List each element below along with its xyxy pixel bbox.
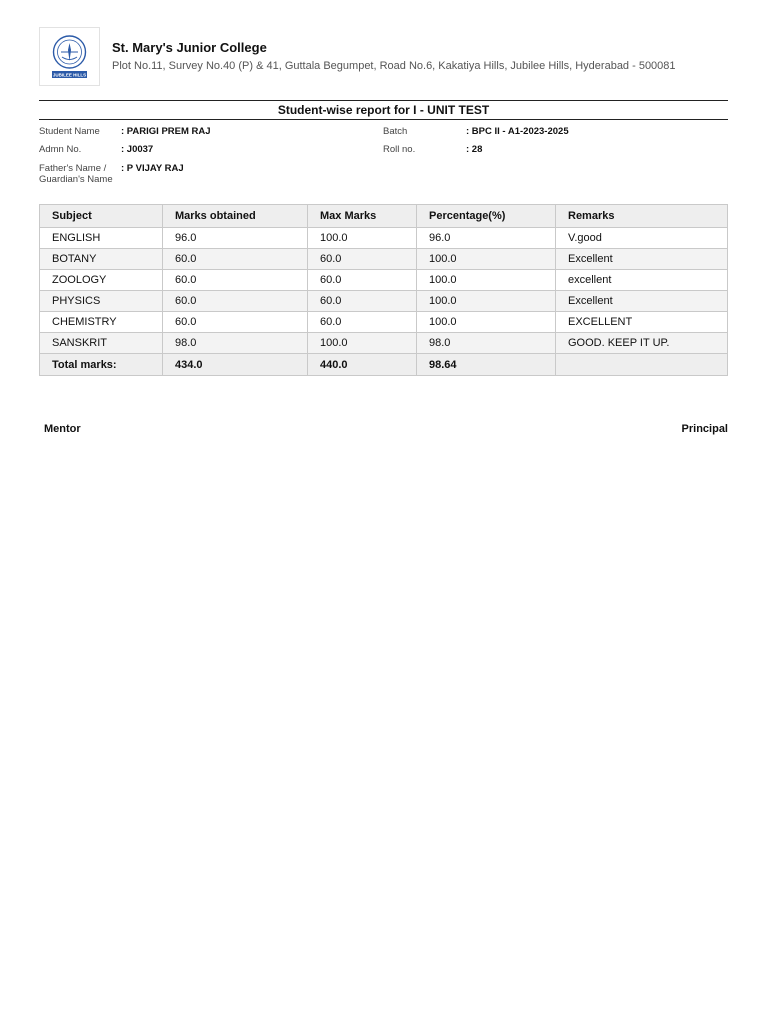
cell-marks: 60.0: [163, 270, 308, 291]
admn-label: Admn No.: [39, 144, 82, 155]
cell-subject: ZOOLOGY: [40, 270, 163, 291]
total-marks-obtained: 434.0: [163, 354, 308, 376]
cell-subject: BOTANY: [40, 249, 163, 270]
table-row: [40, 249, 728, 270]
cell-remarks: excellent: [556, 270, 728, 291]
student-name-value: : PARIGI PREM RAJ: [121, 126, 211, 137]
total-label: Total marks:: [40, 354, 163, 376]
cell-subject: ENGLISH: [40, 228, 163, 249]
batch-value: : BPC II - A1-2023-2025: [466, 126, 569, 137]
college-address: Plot No.11, Survey No.40 (P) & 41, Guttala Begumpet, Road No.6, Kakatiya Hills, Jubilee Hills, Hyderabad - 500081: [112, 60, 676, 72]
total-max-marks: 440.0: [308, 354, 417, 376]
admn-value: : J0037: [121, 144, 154, 155]
father-label: Father's Name / Guardian's Name: [39, 163, 113, 185]
roll-value: : 28: [466, 144, 483, 155]
header-remarks: Remarks: [556, 205, 728, 228]
father-value: : P VIJAY RAJ: [121, 163, 184, 174]
table-row: [40, 291, 728, 312]
mentor-signature-label: Mentor: [44, 423, 81, 435]
college-logo: [39, 27, 100, 86]
logo-caption: JUBILEE HILLS: [52, 72, 87, 78]
cell-max: 100.0: [308, 228, 417, 249]
header-percentage: Percentage(%): [417, 205, 556, 228]
cell-remarks: EXCELLENT: [556, 312, 728, 333]
report-title: Student-wise report for I - UNIT TEST: [39, 100, 728, 120]
cell-percentage: 100.0: [417, 249, 556, 270]
cell-percentage: 100.0: [417, 291, 556, 312]
cell-subject: CHEMISTRY: [40, 312, 163, 333]
total-percentage: 98.64: [417, 354, 556, 376]
cell-remarks: Excellent: [556, 249, 728, 270]
header-max-marks: Max Marks: [308, 205, 417, 228]
cell-subject: SANSKRIT: [40, 333, 163, 354]
cell-remarks: Excellent: [556, 291, 728, 312]
cell-remarks: V.good: [556, 228, 728, 249]
roll-label: Roll no.: [383, 144, 416, 155]
cell-marks: 60.0: [163, 291, 308, 312]
cell-marks: 60.0: [163, 249, 308, 270]
cell-max: 60.0: [308, 312, 417, 333]
cell-subject: PHYSICS: [40, 291, 163, 312]
cell-marks: 98.0: [163, 333, 308, 354]
marks-table: [39, 204, 728, 376]
total-row: [40, 354, 728, 376]
cell-percentage: 98.0: [417, 333, 556, 354]
student-name-label: Student Name: [39, 126, 100, 137]
cell-max: 100.0: [308, 333, 417, 354]
table-row: [40, 270, 728, 291]
table-row: [40, 333, 728, 354]
cell-percentage: 100.0: [417, 312, 556, 333]
table-row: [40, 228, 728, 249]
cell-marks: 96.0: [163, 228, 308, 249]
cell-remarks: GOOD. KEEP IT UP.: [556, 333, 728, 354]
cell-max: 60.0: [308, 291, 417, 312]
principal-signature-label: Principal: [681, 423, 728, 435]
total-remarks: [556, 354, 728, 376]
table-row: [40, 312, 728, 333]
header-subject: Subject: [40, 205, 163, 228]
table-header-row: [40, 205, 728, 228]
batch-label: Batch: [383, 126, 408, 137]
header-marks-obtained: Marks obtained: [163, 205, 308, 228]
cell-percentage: 96.0: [417, 228, 556, 249]
college-name: St. Mary's Junior College: [112, 40, 267, 55]
cell-marks: 60.0: [163, 312, 308, 333]
cell-max: 60.0: [308, 249, 417, 270]
cell-max: 60.0: [308, 270, 417, 291]
cell-percentage: 100.0: [417, 270, 556, 291]
